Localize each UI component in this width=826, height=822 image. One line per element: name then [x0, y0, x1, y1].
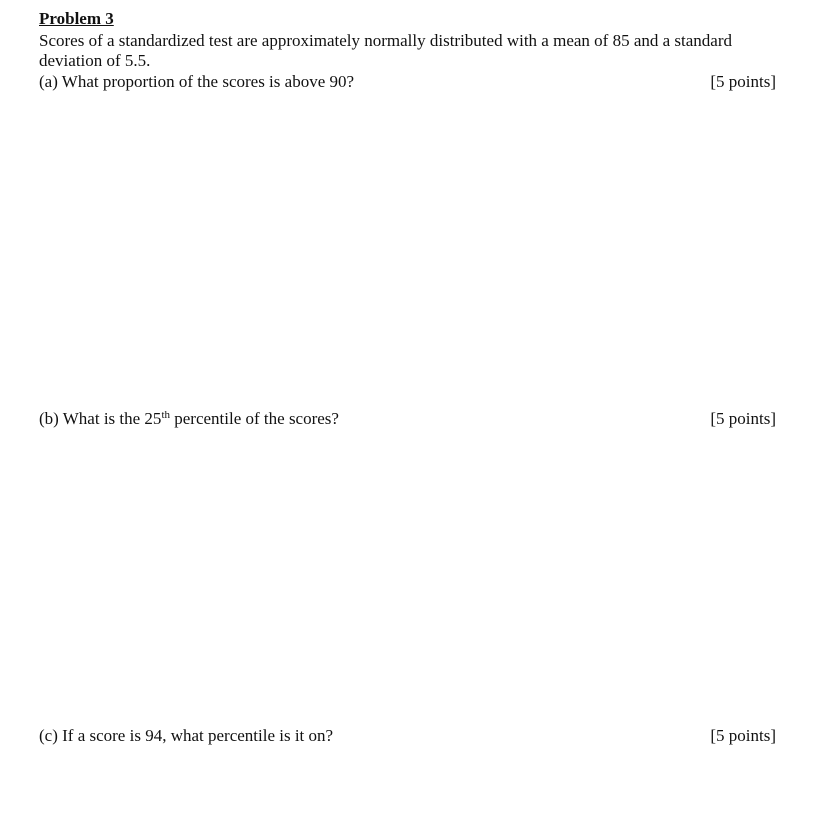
question-a: [39, 72, 776, 92]
question-b-prefix: (b) What is the 25: [39, 409, 162, 428]
question-b-points: [5 points]: [710, 409, 776, 428]
question-b-text: [39, 409, 339, 429]
question-a-text: (a) What proportion of the scores is above 90?: [39, 72, 355, 91]
problem-statement: Scores of a standardized test are approximately normally distributed with a mean of 85 and a standard deviation of 5.5.: [39, 31, 732, 70]
problem-title: Problem 3: [39, 9, 114, 28]
question-c-points: [5 points]: [710, 726, 776, 745]
question-b-suffix: percentile of the scores?: [170, 409, 339, 428]
question-b-superscript: th: [161, 409, 170, 421]
question-c-text: (c) If a score is 94, what percentile is it on?: [39, 726, 334, 745]
question-b: [39, 409, 776, 429]
question-a-points: [5 points]: [710, 72, 776, 91]
question-c: [39, 726, 776, 746]
